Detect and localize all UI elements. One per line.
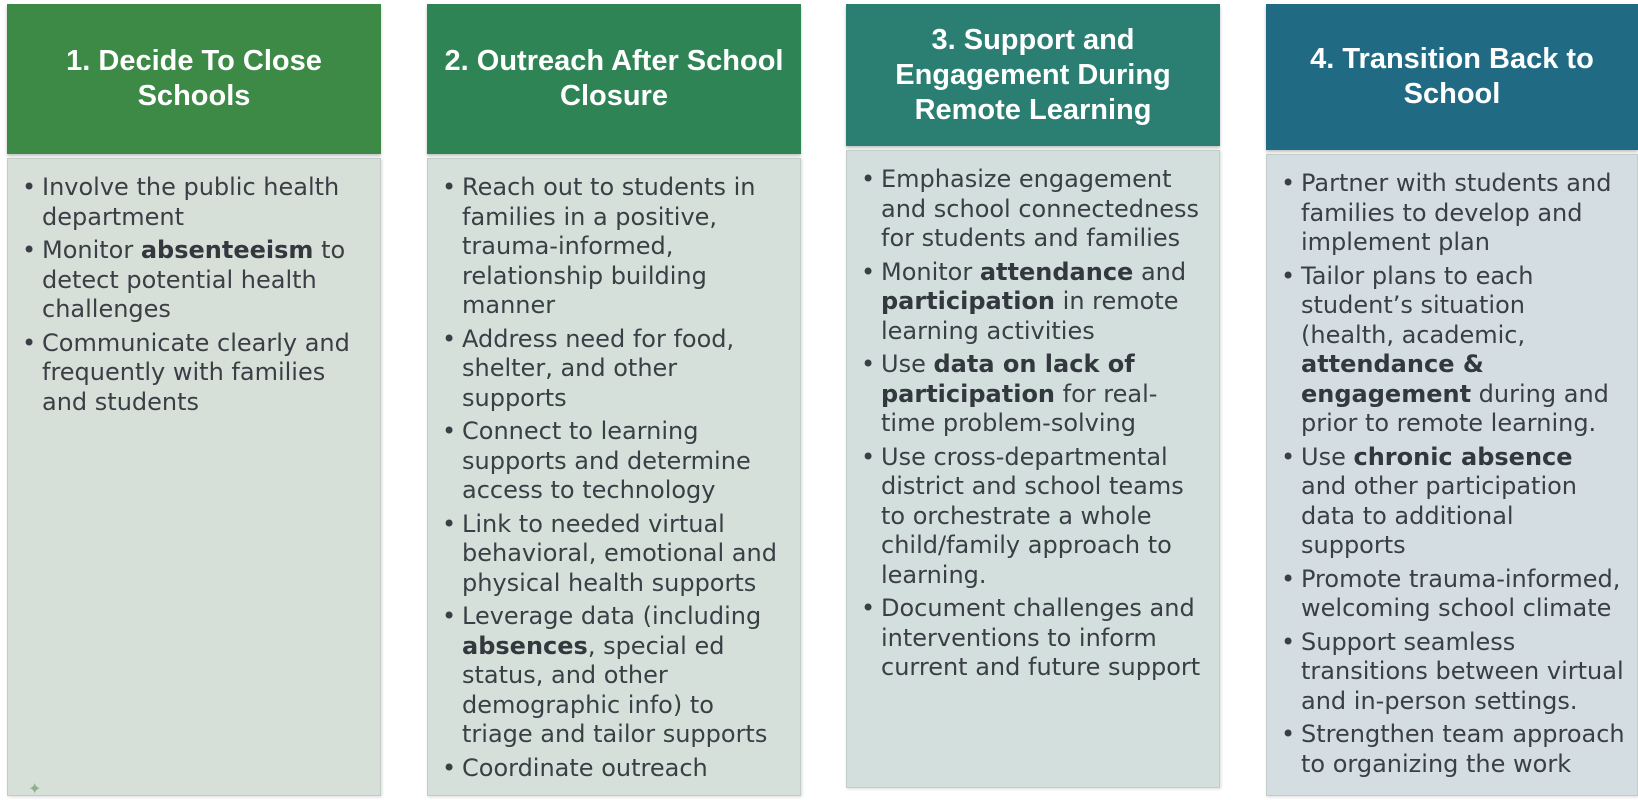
bullet-item (1279, 262, 1625, 439)
bullet-bold-text: attendance (979, 257, 1134, 286)
bullet-text: , special ed status, and other demographic info) to triage and tailor supports (462, 631, 768, 748)
bullet-text: during and prior to remote learning. (1301, 379, 1609, 437)
bullet-item (440, 602, 788, 750)
column-4-header: 4. Transition Back to School (1266, 4, 1638, 150)
bullet-item (859, 258, 1207, 347)
column-1-header: 1. Decide To Close Schools (7, 4, 381, 154)
bullet-bold-text: data on lack of participation (881, 350, 1135, 408)
bullet-text: Communicate clearly and frequently with families and students (42, 328, 350, 416)
bullet-text: Use (1301, 442, 1354, 471)
bullet-text: Emphasize engagement and school connectedness for students and families (881, 165, 1200, 252)
bullet-item (440, 173, 788, 321)
bullet-item (1279, 169, 1625, 258)
column-3-header: 3. Support and Engagement During Remote Learning (846, 4, 1220, 146)
bullet-text: Promote trauma-informed, welcoming school climate (1301, 564, 1621, 622)
bullet-item (1279, 720, 1625, 779)
column-1-body (7, 158, 381, 796)
column-2-body (427, 158, 801, 796)
column-1-bullet-list (20, 173, 368, 417)
bullet-text: Use cross-departmental district and school teams to orchestrate a whole child/family approach to learning. (881, 442, 1184, 589)
column-1 (7, 4, 381, 796)
bullet-text: Strengthen team approach to organizing the work (1301, 720, 1625, 778)
bullet-bold-text: chronic absence (1353, 442, 1573, 471)
bullet-item (1279, 565, 1625, 624)
column-2 (427, 4, 801, 796)
bullet-text: Connect to learning supports and determine access to technology (462, 417, 751, 504)
bullet-text: and other participation data to additional supports (1301, 472, 1578, 559)
column-4 (1266, 4, 1638, 796)
bullet-item (859, 594, 1207, 683)
bullet-bold-text: absences (462, 631, 588, 660)
bullet-item (20, 329, 368, 418)
bullet-item (20, 173, 368, 232)
bullet-text: Leverage data (including (462, 602, 762, 630)
column-2-header: 2. Outreach After School Closure (427, 4, 801, 154)
bullet-item (20, 236, 368, 325)
bullet-text: Reach out to students in families in a positive, trauma-informed, relationship building manner (462, 173, 756, 319)
bullet-text: and (1133, 257, 1187, 286)
bullet-text: Use (881, 350, 934, 378)
column-4-body (1266, 154, 1638, 796)
bullet-text: Address need for food, shelter, and other supports (462, 324, 735, 412)
bullet-item (440, 510, 788, 599)
bullet-bold-text: attendance & engagement (1301, 350, 1484, 408)
bullet-text: Support seamless transitions between virtual and in-person settings. (1301, 627, 1624, 715)
bullet-text: Partner with students and families to develop and implement plan (1301, 169, 1612, 256)
bullet-bold-text: participation (881, 287, 1056, 315)
bullet-text: Coordinate outreach (462, 753, 708, 782)
column-3-body (846, 150, 1220, 788)
bullet-item (440, 417, 788, 506)
bullet-text: Document challenges and interventions to inform current and future support (881, 594, 1201, 681)
bullet-text: Monitor (881, 257, 980, 286)
bullet-text: in remote learning activities (881, 287, 1179, 345)
bullet-text: for real-time problem-solving (881, 379, 1158, 437)
column-4-bullet-list (1279, 169, 1625, 779)
bullet-text: Involve the public health department (42, 173, 340, 231)
column-2-bullet-list (440, 173, 788, 783)
bullet-text: to detect potential health challenges (42, 236, 346, 323)
bullet-item (1279, 443, 1625, 561)
bullet-bold-text: absenteeism (140, 236, 314, 264)
column-3-bullet-list (859, 165, 1207, 683)
bullet-item (440, 754, 788, 784)
bullet-item (859, 350, 1207, 439)
bullet-item (1279, 628, 1625, 717)
bullet-text: Monitor (42, 236, 141, 264)
leaf-icon: ✦ (28, 779, 42, 798)
bullet-item (859, 165, 1207, 254)
bullet-item (859, 443, 1207, 591)
bullet-text: Link to needed virtual behavioral, emotional and physical health supports (462, 509, 777, 597)
bullet-item (440, 325, 788, 414)
column-3 (846, 4, 1220, 788)
bullet-text: Tailor plans to each student’s situation (health, academic, (1301, 261, 1534, 349)
